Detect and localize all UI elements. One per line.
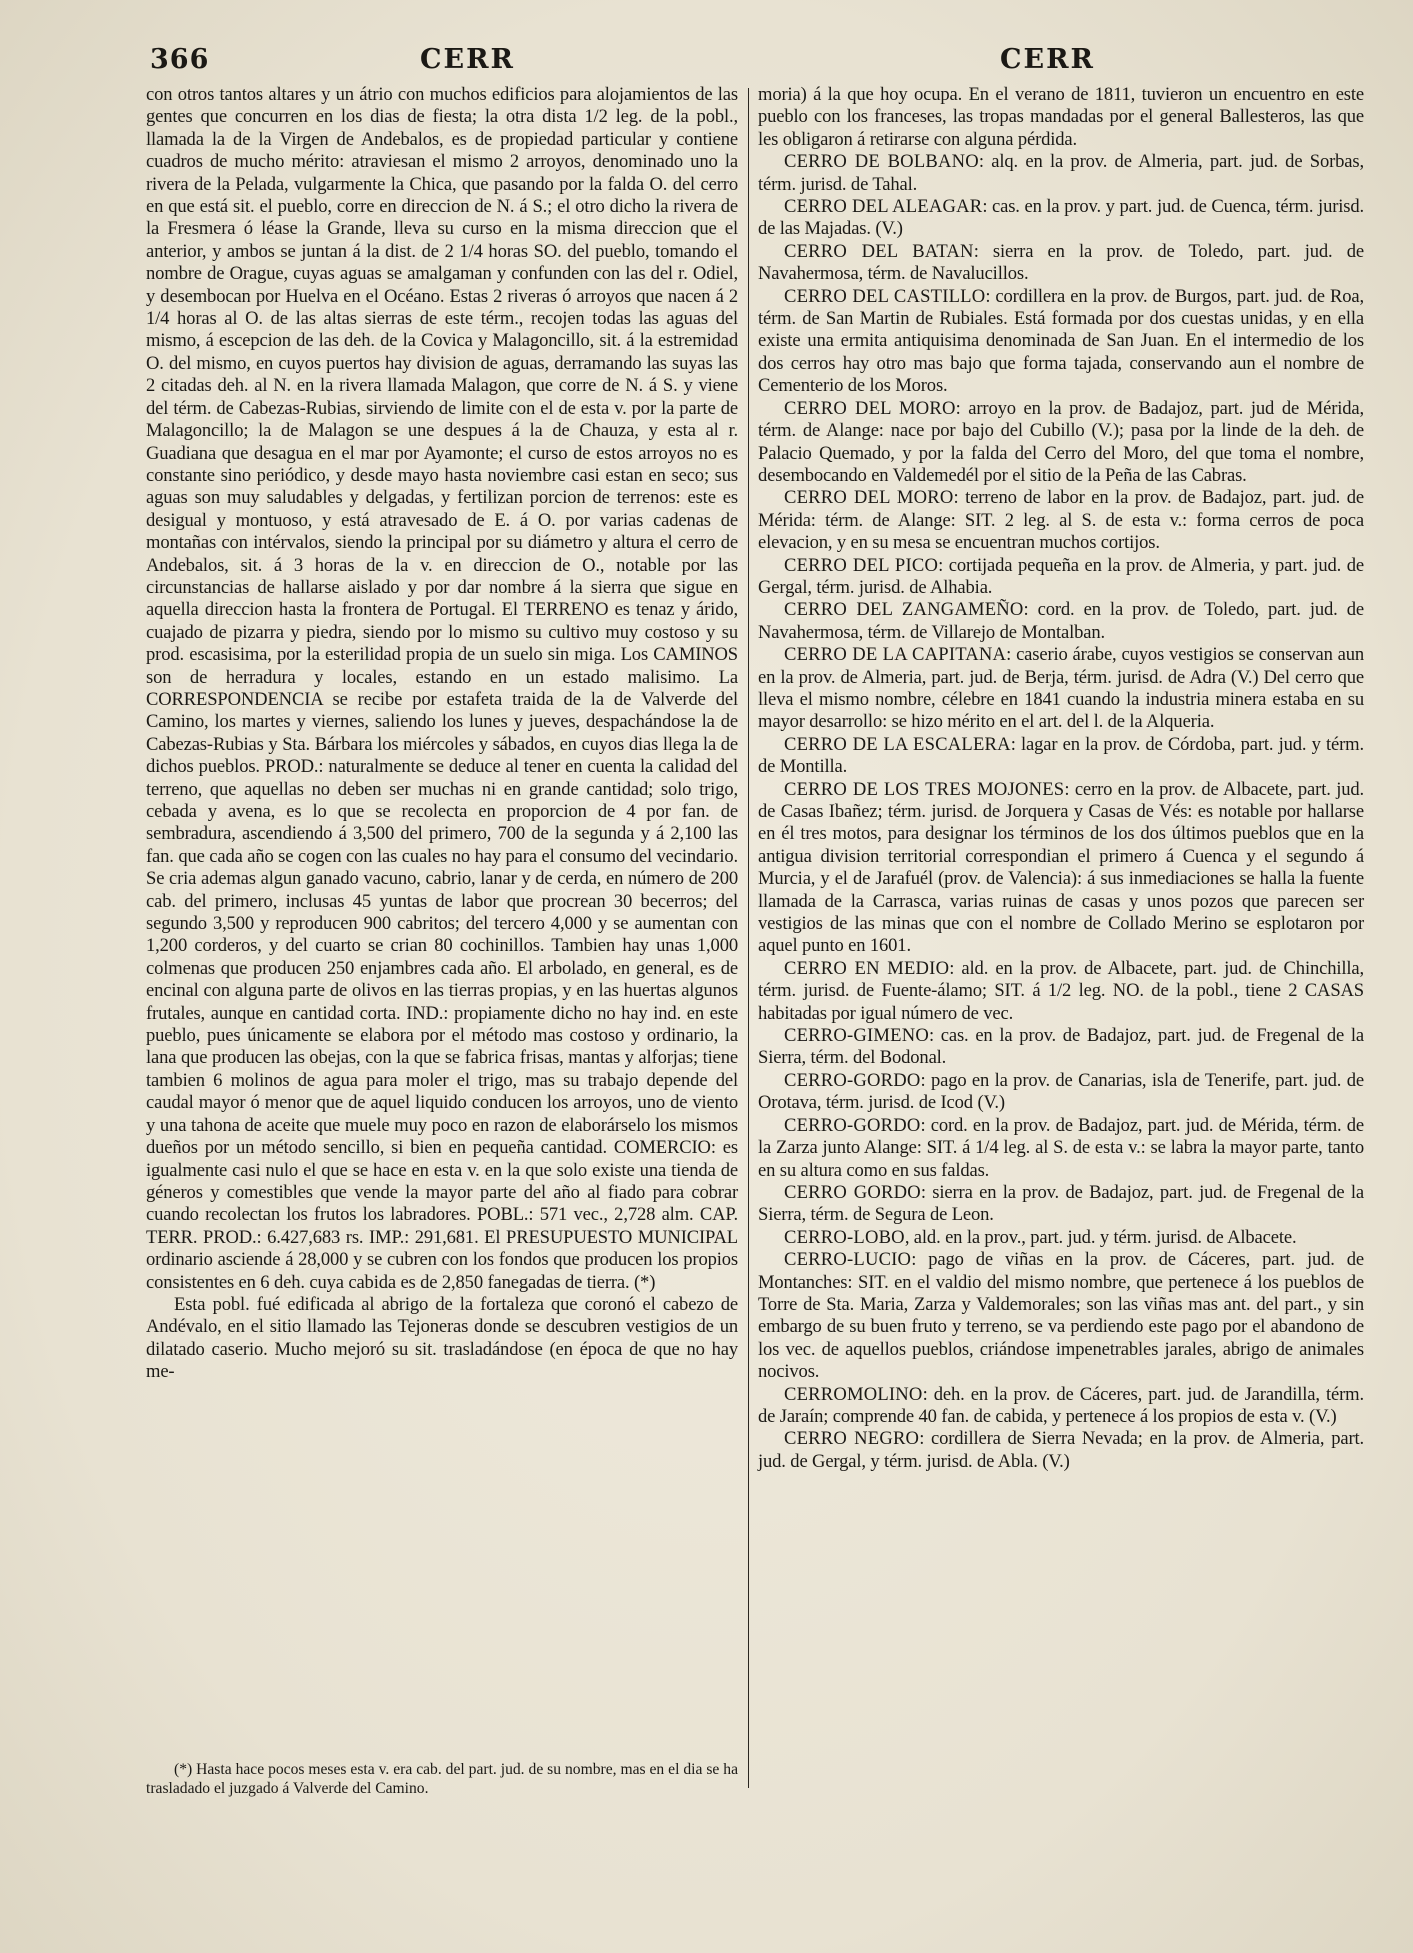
footnote: (*) Hasta hace pocos meses esta v. era cab. del part. jud. de su nombre, mas en el dia se ha trasladado el juzgado á Valverde del Camino. xyxy=(146,1761,738,1797)
dictionary-entry xyxy=(758,1070,1364,1115)
entry-text: : cordillera en la prov. de Burgos, part. jud. de Roa, térm. de San Martin de Rubiales. Está formada por dos cuestas unidas, y en ella existe una ermita antiquisima denominada de San Juan. En el intermedio de los dos cerros hay otro mas bajo que forma tajada, conservando aun el nombre de Cementerio de los Moros. xyxy=(758,285,1364,397)
entry-headword: CERRO DE BOLBANO xyxy=(784,151,979,173)
entry-text: : sierra en la prov. de Toledo, part. jud. de Navahermosa, térm. de Navalucillos. xyxy=(758,240,1364,285)
entry-headword: CERRO DEL MORO xyxy=(784,487,954,509)
dictionary-entry xyxy=(758,1227,1364,1249)
entry-text: : lagar en la prov. de Córdoba, part. jud. y térm. de Montilla. xyxy=(758,733,1364,778)
dictionary-entry xyxy=(758,1115,1364,1182)
dictionary-entry xyxy=(758,151,1364,196)
column-divider xyxy=(748,88,749,1788)
dictionary-entry xyxy=(758,1428,1364,1473)
entry-text: : cordillera de Sierra Nevada; en la prov. de Almeria, part. jud. de Gergal, y térm. jurisd. de Abla. (V.) xyxy=(758,1428,1365,1472)
entry-text: : ald. en la prov. de Albacete, part. jud. de Chinchilla, térm. jurisd. de Fuente-álamo; SIT. á 1/2 leg. NO. de la pobl., tiene 2 CASAS habitadas por igual número de vec. xyxy=(758,957,1365,1024)
entry-headword: CERRO EN MEDIO xyxy=(784,957,950,979)
entry-headword: CERRO NEGRO xyxy=(784,1428,920,1450)
entry-text: : deh. en la prov. de Cáceres, part. jud. de Jarandilla, térm. de Jaraín; comprende 40 fan. de cabida, y pertenece á los propios de esta v. (V.) xyxy=(758,1383,1364,1427)
entry-text: : arroyo en la prov. de Badajoz, part. jud de Mérida, térm. de Alange: nace por bajo del Cubillo (V.); pasa por la linde de la deh. de Palacio Quemado, y por la falda del Cerro del Moro, del que toma el nombre, desembocando en Valdemedél por el sitio de la Peña de las Cabras. xyxy=(758,397,1364,486)
entry-text: : terreno de labor en la prov. de Badajoz, part. jud. de Mérida: térm. de Alange: SIT. 2 leg. al S. de esta v.: forma cerros de poca elevacion, y en su mesa se encuentran muchos cortijos. xyxy=(758,487,1364,554)
entry-text: : pago en la prov. de Canarias, isla de Tenerife, part. jud. de Orotava, térm. jurisd. de Icod (V.) xyxy=(758,1069,1364,1114)
page-header xyxy=(150,44,1365,86)
entry-headword: CERRO-LUCIO xyxy=(784,1249,912,1271)
entry-headword: CERRO GORDO xyxy=(784,1181,921,1203)
entry-headword: CERRO DE LA CAPITANA xyxy=(784,644,1007,666)
dictionary-entry xyxy=(758,555,1364,600)
entry-text: : cortijada pequeña en la prov. de Almeria, y part. jud. de Gergal, térm. jurisd. de Alhabia. xyxy=(758,554,1364,598)
body-paragraph: con otros tantos altares y un átrio con muchos edificios para alojamientos de las gentes que concurren en los dias de fiesta; la otra dista 1/2 leg. de la pobl., llamada la de la Virgen de Andebalos, es de propiedad particular y contiene cuadros de mucho mérito: atraviesan el mismo 2 arroyos, denominado uno la rivera de la Pelada, vulgarmente la Chica, que pasando por la falda O. del cerro en que está sit. el pueblo, corre en direccion de N. á S.; el otro dicho la rivera de la Fresmera ó léase la Grande, lleva su curso en la misma direccion que el anterior, y ambos se juntan á la dist. de 2 1/4 horas SO. del pueblo, tomando el nombre de Orague, cuyas aguas se amalgaman y confunden con las del r. Odiel, y desembocan por Huelva en el Océano. Estas 2 riveras ó arroyos que nacen á 2 1/4 horas al O. de las altas sierras de este térm., recojen todas las aguas del mismo, á escepcion de las deh. de la Covica y Malagoncillo, sit. á la estremidad O. del mismo, en cuyos puertos hay division de aguas, derramando las suyas las 2 citadas deh. al N. en la rivera llamada Malagon, que corre de N. á S. y viene del térm. de Cabezas-Rubias, sirviendo de limite con el de esta v. por la parte de Malagoncillo; la de Malagon se une despues á la de Chauza, y esta al r. Guadiana que desagua en el mar por Ayamonte; el curso de estos arroyos no es constante sino periódico, y desde mayo hasta noviembre casi estan en seco; sus aguas son muy saludables y delgadas, y fertilizan porcion de terrenos: este es desigual y montuoso, y está atravesado de E. á O. por varias cadenas de montañas con intérvalos, siendo la principal por su diámetro y altura el cerro de Andebalos, sit. á 3 horas de la v. en direccion de O., notable por las circunstancias de hallarse aislado y por dar nombre á la sierra que sigue en aquella direccion hasta la frontera de Portugal. El TERRENO es tenaz y árido, cuajado de pizarra y piedra, siendo por lo mismo su cultivo muy costoso y su prod. escasisima, por la esterilidad propia de un suelo sin miga. Los CAMINOS son de herradura y locales, estando en un estado malisimo. La CORRESPONDENCIA se recibe por estafeta traida de la de Valverde del Camino, los martes y viernes, saliendo los lunes y jueves, despachándose la de Cabezas-Rubias y Sta. Bárbara los miércoles y sábados, en cuyos dias llega la de dichos pueblos. PROD.: naturalmente se deduce al tener en cuenta la calidad del terreno, que aquellas no deben ser muchas ni en grande cantidad; solo trigo, cebada y avena, es lo que se recolecta en proporcion de 4 por fan. de sembradura, ascendiendo á 3,500 del primero, 700 de la segunda y á 2,100 las fan. que cada año se cogen con las cuales no hay para el consumo del vecindario. Se cria ademas algun ganado vacuno, cabrio, lanar y de cerda, en número de 200 cab. del primero, inclusas 45 yuntas de labor que procrean 30 becerros; del segundo 3,500 y reproducen 900 cabritos; del tercero 4,000 y se aumentan con 1,200 corderos, y del cuarto se crian 80 cochinillos. Tambien hay unas 1,000 colmenas que producen 250 enjambres cada año. El arbolado, en general, es de encinal con alguna parte de olivos en las tierras propias, y en las huertas algunos frutales, aunque en cantidad corta. IND.: propiamente dicho no hay ind. en este pueblo, pues únicamente se elabora por el método mas costoso y ordinario, la lana que producen las obejas, con la que se fabrica frisas, mantas y alforjas; tiene tambien 6 molinos de agua para moler el trigo, mas su trabajo depende del caudal mayor ó menor que de aquel liquido conducen los arroyos, uno de viento y una tahona de aceite que muele muy poco en razon de elaborárselo los mismos dueños por un método sencillo, si bien en pequeña cantidad. COMERCIO: es igualmente casi nulo el que se hace en esta v. en la que solo existe una tienda de géneros y comestibles que vende la mayor parte del año al fiado para cobrar cuando recolectan los frutos los labradores. POBL.: 571 vec., 2,728 alm. CAP. TERR. PROD.: 6.427,683 rs. IMP.: 291,681. El PRESUPUESTO MUNICIPAL ordinario asciende á 28,000 y se cubren con los fondos que producen los propios consistentes en 6 deh. cuya cabida es de 2,850 fanegadas de tierra. (*) xyxy=(146,84,738,1293)
running-head-right: CERR xyxy=(1000,44,1095,75)
entry-text: : cas. en la prov. y part. jud. de Cuenca, térm. jurisd. de las Majadas. (V.) xyxy=(758,196,1364,240)
continuation-paragraph: moria) á la que hoy ocupa. En el verano de 1811, tuvieron un encuentro en este pueblo con los franceses, las tropas mandadas por el general Ballesteros, las que les obligaron á retirarse con alguna pérdida. xyxy=(758,84,1364,150)
entry-headword: CERRO-GORDO xyxy=(784,1069,921,1091)
dictionary-entries xyxy=(758,151,1364,1473)
dictionary-entry xyxy=(758,398,1364,488)
entry-text: : sierra en la prov. de Badajoz, part. jud. de Fregenal de la Sierra, térm. de Segura de Leon. xyxy=(758,1181,1365,1226)
entry-text: , ald. en la prov., part. jud. y térm. jurisd. de Albacete. xyxy=(904,1226,1297,1248)
dictionary-entry xyxy=(758,779,1364,958)
entry-headword: CERRO DEL PICO xyxy=(784,554,939,576)
entry-headword: CERROMOLINO xyxy=(784,1383,923,1405)
entry-headword: CERRO DEL ALEAGAR xyxy=(784,196,983,218)
entry-headword: CERRO-LOBO xyxy=(784,1226,905,1248)
dictionary-entry xyxy=(758,644,1364,734)
entry-headword: CERRO DEL CASTILLO xyxy=(784,285,986,307)
page-number: 366 xyxy=(150,44,210,75)
entry-text: : cord. en la prov. de Badajoz, part. jud. de Mérida, térm. de la Zarza junto Alange: SIT. á 1/4 leg. al S. de esta v.: se labra la mayor parte, tanto en su altura como en sus faldas. xyxy=(758,1114,1364,1181)
dictionary-entry xyxy=(758,734,1364,779)
dictionary-entry xyxy=(758,487,1364,554)
entry-headword: CERRO-GORDO xyxy=(784,1114,921,1136)
entry-text: : alq. en la prov. de Almeria, part. jud. de Sorbas, térm. jurisd. de Tahal. xyxy=(758,151,1364,195)
left-column xyxy=(146,84,738,1384)
entry-text: : caserio árabe, cuyos vestigios se conservan aun en la prov. de Almeria, part. jud. de Berja, térm. jurisd. de Adra (V.) Del cerro que lleva el mismo nombre, célebre en 1841 cuando la industria minera estaba en su mayor desarrollo: se hizo mérito en el art. del l. de la Alqueria. xyxy=(758,644,1364,733)
entry-text: : cord. en la prov. de Toledo, part. jud. de Navahermosa, térm. de Villarejo de Montalban. xyxy=(758,599,1365,643)
entry-headword: CERRO DE LA ESCALERA xyxy=(784,733,1011,755)
dictionary-entry xyxy=(758,241,1364,286)
entry-headword: CERRO DEL BATAN xyxy=(784,240,974,262)
dictionary-entry xyxy=(758,599,1364,644)
body-paragraph: Esta pobl. fué edificada al abrigo de la fortaleza que coronó el cabezo de Andévalo, en el sitio llamado las Tejoneras donde se descubren vestigios de un dilatado caserio. Mucho mejoró su sit. trasladándose (en época de que no hay me- xyxy=(146,1293,738,1383)
entry-headword: CERRO DEL ZANGAMEÑO xyxy=(784,599,1024,621)
dictionary-entry xyxy=(758,1182,1364,1227)
dictionary-entry xyxy=(758,1384,1364,1429)
entry-text: : cerro en la prov. de Albacete, part. jud. de Casas Ibañez; térm. jurisd. de Jorquera y Casas de Vés: es notable por hallarse en él tres motos, para designar los términos de los dos últimos pueblos que en la antigua division territorial correspondian el primero á Cuenca y el segundo á Murcia, y el de Jarafuél (prov. de Valencia): á sus inmediaciones se halla la fuente llamada de la Carrasca, varias ruinas de casas y unos pozos que parecen ser vestigios de las minas que con el nombre de Collado Merino se esplotaron por aquel punto en 1601. xyxy=(758,778,1364,957)
dictionary-entry xyxy=(758,1249,1364,1383)
right-column xyxy=(758,84,1364,1473)
dictionary-entry xyxy=(758,286,1364,398)
dictionary-entry xyxy=(758,958,1364,1025)
entry-text: : pago de viñas en la prov. de Cáceres, part. jud. de Montanches: SIT. en el valdio del mismo nombre, que pertenece á los pueblos de Torre de Sta. Maria, Zarza y Valdemorales; son las viñas mas ant. del part., y sin embargo de su buen fruto y terreno, se va perdiendo este pago por el abandono de los vec. de aquellos pueblos, criándose impenetrables jarales, abrigo de animales nocivos. xyxy=(758,1249,1364,1383)
entry-headword: CERRO-GIMENO xyxy=(784,1025,929,1047)
dictionary-entry xyxy=(758,1025,1364,1070)
entry-text: : cas. en la prov. de Badajoz, part. jud. de Fregenal de la Sierra, térm. del Bodonal. xyxy=(758,1025,1364,1069)
running-head-left: CERR xyxy=(420,44,515,75)
entry-headword: CERRO DE LOS TRES MOJONES xyxy=(784,778,1065,800)
dictionary-entry xyxy=(758,196,1364,241)
entry-headword: CERRO DEL MORO xyxy=(784,397,956,419)
